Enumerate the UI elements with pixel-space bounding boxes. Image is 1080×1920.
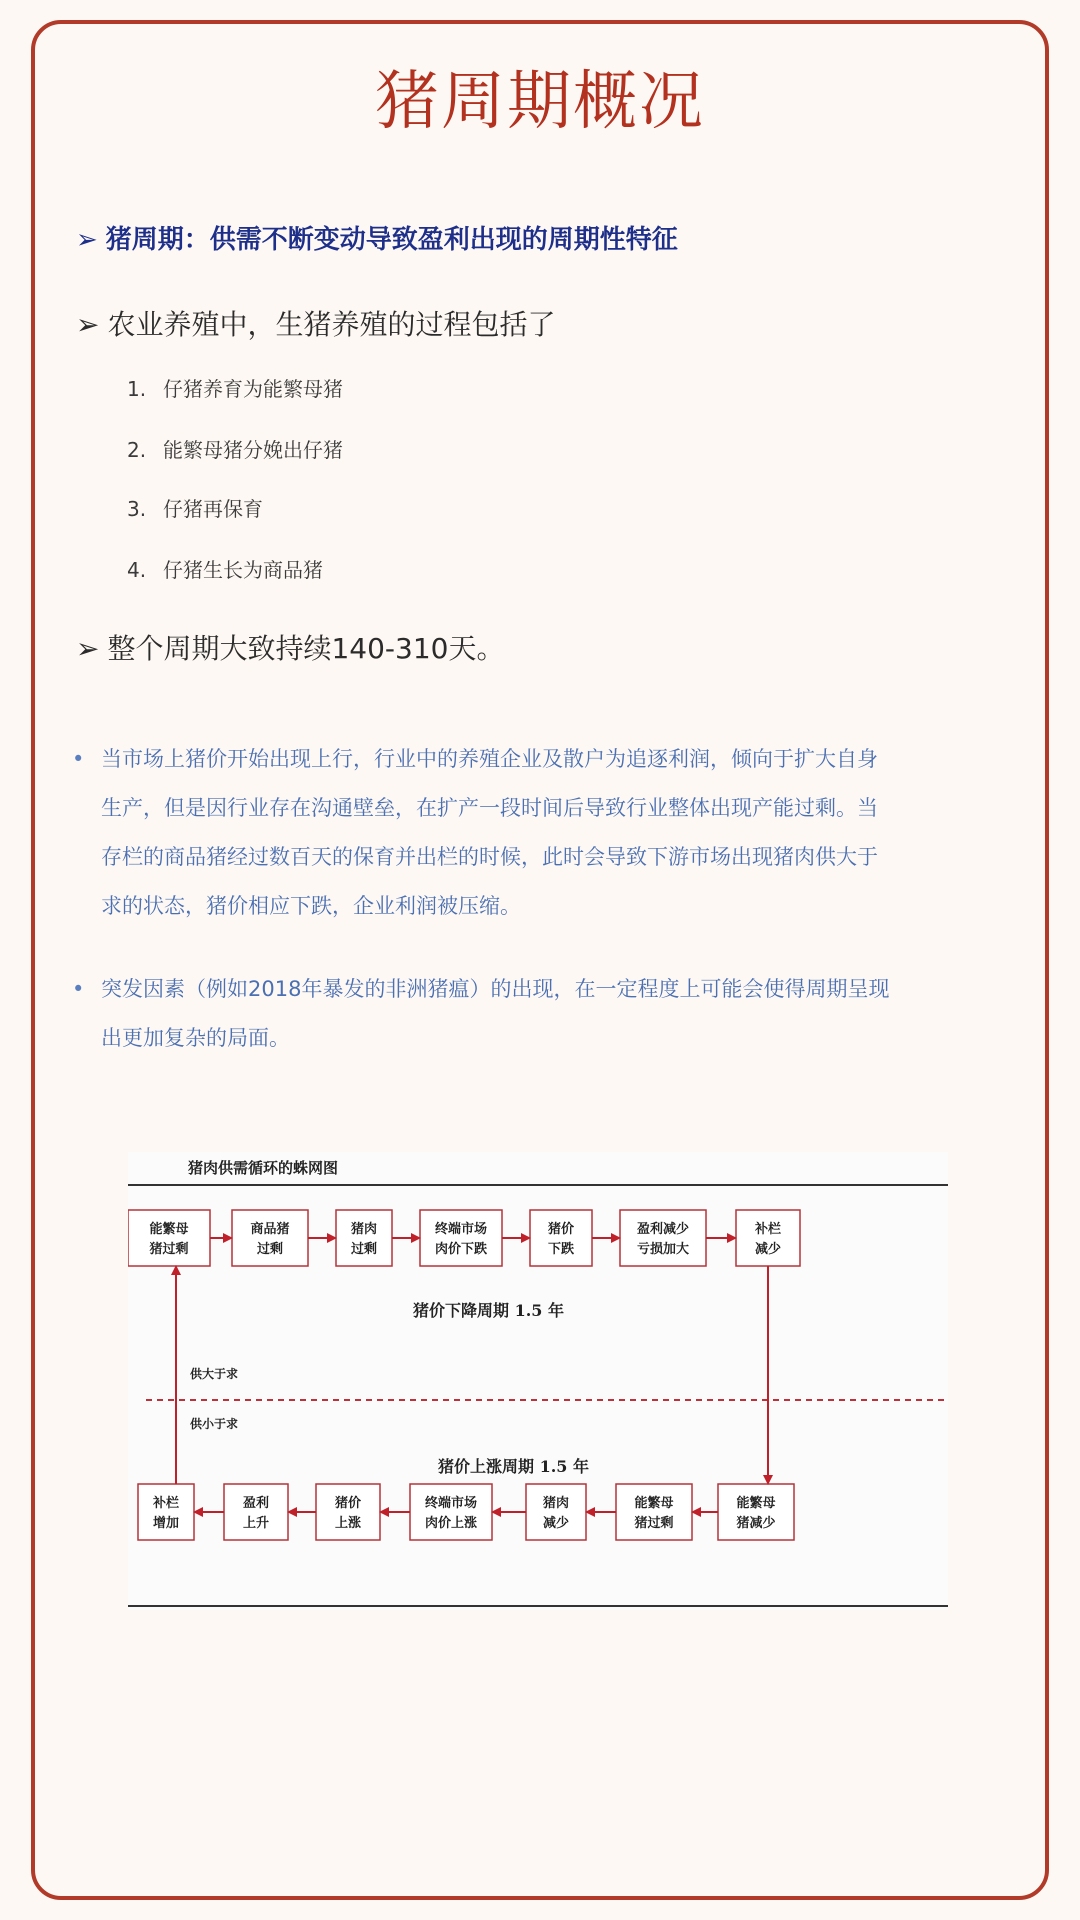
bottom-row-node xyxy=(138,1484,194,1540)
process-step xyxy=(127,374,343,404)
top-row-node-label: 猪肉 xyxy=(350,1222,378,1237)
process-heading-text: 农业养殖中，生猪养殖的过程包括了 xyxy=(107,308,556,341)
step-text: 能繁母猪分娩出仔猪 xyxy=(163,438,343,462)
content-card xyxy=(31,20,1049,1900)
top-row-node xyxy=(128,1210,210,1266)
step-text: 仔猪再保育 xyxy=(163,497,263,521)
bottom-row-node xyxy=(718,1484,794,1540)
process-step xyxy=(127,435,343,465)
bottom-row-node xyxy=(224,1484,288,1540)
bullet-line: 当市场上猪价开始出现上行，行业中的养殖企业及散户为追逐利润，倾向于扩大自身 xyxy=(101,747,878,771)
bullet-line: 求的状态，猪价相应下跌，企业利润被压缩。 xyxy=(101,894,521,918)
bottom-row-node xyxy=(410,1484,492,1540)
top-row-node-label: 过剩 xyxy=(256,1242,284,1257)
bottom-row-node-label: 猪减少 xyxy=(736,1516,776,1531)
down-period-label: 猪价下降周期 1.5 年 xyxy=(413,1301,564,1320)
top-row-node-label: 盈利减少 xyxy=(636,1222,690,1237)
bottom-row-node-box xyxy=(410,1484,492,1540)
top-row-node-label: 终端市场 xyxy=(434,1222,488,1237)
bottom-row-node-label: 猪过剩 xyxy=(634,1516,674,1531)
top-row-node-label: 能繁母 xyxy=(149,1222,189,1237)
cobweb-diagram-svg xyxy=(128,1152,948,1610)
top-row-node-label: 猪价 xyxy=(547,1222,575,1237)
duration-heading xyxy=(76,629,504,669)
process-heading xyxy=(76,305,555,345)
process-step xyxy=(127,494,263,524)
top-row-node-label: 补栏 xyxy=(754,1222,782,1237)
top-row-node-label: 商品猪 xyxy=(250,1222,290,1237)
bottom-row-node-label: 上升 xyxy=(242,1516,270,1531)
bottom-row-node-box xyxy=(224,1484,288,1540)
step-number: 2. xyxy=(127,438,147,462)
top-row-node-label: 亏损加大 xyxy=(636,1242,690,1257)
duration-heading-text: 整个周期大致持续140-310天。 xyxy=(107,632,505,665)
top-row-node xyxy=(232,1210,308,1266)
arrow-bullet-icon: ➢ xyxy=(76,225,98,255)
step-number: 4. xyxy=(127,558,147,582)
top-row-node xyxy=(530,1210,592,1266)
top-row-node xyxy=(420,1210,502,1266)
top-row-node-box xyxy=(530,1210,592,1266)
top-row-node-box xyxy=(128,1210,210,1266)
arrow-bullet-icon: ➢ xyxy=(76,632,100,665)
bottom-row-node xyxy=(316,1484,380,1540)
bottom-row-node-label: 能繁母 xyxy=(634,1496,674,1511)
cobweb-diagram xyxy=(128,1152,948,1610)
bottom-row-node-label: 猪肉 xyxy=(542,1496,570,1511)
bullet-sudden-factors xyxy=(72,965,1012,1063)
bottom-row-node-label: 增加 xyxy=(152,1516,180,1531)
supply-under-label: 供小于求 xyxy=(190,1417,239,1431)
top-row-node-label: 肉价下跌 xyxy=(434,1242,488,1257)
bullet-line: 存栏的商品猪经过数百天的保育并出栏的时候，此时会导致下游市场出现猪肉供大于 xyxy=(101,845,878,869)
bottom-row-node-box xyxy=(526,1484,586,1540)
diagram-title: 猪肉供需循环的蛛网图 xyxy=(188,1159,339,1177)
process-step xyxy=(127,555,323,585)
bottom-row-node-label: 猪价 xyxy=(334,1496,362,1511)
bullet-line: 突发因素（例如2018年暴发的非洲猪瘟）的出现，在一定程度上可能会使得周期呈现 xyxy=(101,977,890,1001)
pig-cycle-heading xyxy=(76,222,678,258)
top-row-node-box xyxy=(420,1210,502,1266)
top-row-node xyxy=(336,1210,392,1266)
step-number: 3. xyxy=(127,497,147,521)
top-row-node-label: 过剩 xyxy=(350,1242,378,1257)
top-row-node-label: 下跌 xyxy=(547,1242,575,1257)
top-row-node-box xyxy=(232,1210,308,1266)
bottom-row-node xyxy=(616,1484,692,1540)
top-row-node-label: 猪过剩 xyxy=(149,1242,189,1257)
bottom-row-node xyxy=(526,1484,586,1540)
bottom-row-node-box xyxy=(616,1484,692,1540)
bullet-line: 出更加复杂的局面。 xyxy=(101,1026,290,1050)
bottom-row-node-label: 终端市场 xyxy=(424,1496,478,1511)
pig-cycle-heading-text: 猪周期：供需不断变动导致盈利出现的周期性特征 xyxy=(105,225,678,255)
bullet-dot-icon: • xyxy=(72,977,85,1001)
up-period-label: 猪价上涨周期 1.5 年 xyxy=(438,1457,589,1476)
bottom-row-node-label: 补栏 xyxy=(152,1496,180,1511)
top-row-node-label: 减少 xyxy=(754,1242,782,1257)
bullet-dot-icon: • xyxy=(72,747,85,771)
bottom-row-node-label: 能繁母 xyxy=(736,1496,776,1511)
top-row-node-box xyxy=(620,1210,706,1266)
step-text: 仔猪生长为商品猪 xyxy=(163,558,323,582)
top-row-node xyxy=(620,1210,706,1266)
supply-over-label: 供大于求 xyxy=(190,1367,239,1381)
top-row-node xyxy=(736,1210,800,1266)
step-number: 1. xyxy=(127,377,147,401)
bottom-row-node-label: 上涨 xyxy=(334,1516,362,1531)
bottom-row-node-label: 盈利 xyxy=(242,1496,270,1511)
bullet-market xyxy=(72,735,1012,931)
bottom-row-node-box xyxy=(316,1484,380,1540)
step-text: 仔猪养育为能繁母猪 xyxy=(163,377,343,401)
arrow-bullet-icon: ➢ xyxy=(76,308,100,341)
bottom-row-node-label: 肉价上涨 xyxy=(424,1516,478,1531)
top-row-node-box xyxy=(736,1210,800,1266)
bullet-line: 生产，但是因行业存在沟通壁垒，在扩产一段时间后导致行业整体出现产能过剩。当 xyxy=(101,796,878,820)
page-title: 猪周期概况 xyxy=(375,65,705,139)
bottom-row-node-box xyxy=(138,1484,194,1540)
bottom-row-node-box xyxy=(718,1484,794,1540)
top-row-node-box xyxy=(336,1210,392,1266)
bottom-row-node-label: 减少 xyxy=(542,1516,570,1531)
